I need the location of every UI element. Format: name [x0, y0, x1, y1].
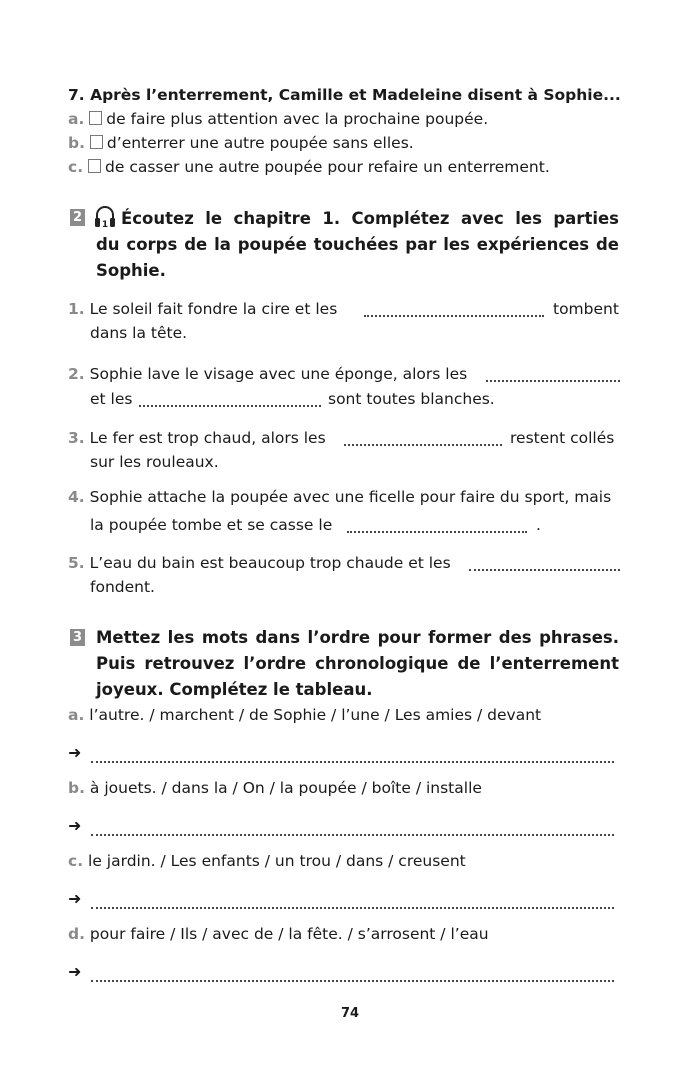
question-7-title	[68, 85, 621, 105]
page-number: 74	[340, 1006, 360, 1021]
exercise-2-item-5-line1	[68, 553, 451, 573]
item-number: 5.	[68, 554, 85, 572]
exercise-3-item-a	[68, 705, 541, 725]
exercise-2-item-4-line1	[68, 487, 611, 507]
option-text: de casser une autre poupée pour refaire un enterrement.	[105, 158, 550, 176]
item-text: Sophie attache la poupée avec une ficelle pour faire du sport, mais	[89, 488, 612, 506]
item-text: sur les rouleaux.	[90, 453, 219, 471]
exercise-2-item-1-line1	[68, 299, 337, 319]
item-text: Le soleil fait fondre la cire et les	[89, 300, 338, 318]
item-text: L’eau du bain est beaucoup trop chaude et les	[89, 554, 451, 572]
item-text: à jouets. / dans la / On / la poupée / boîte / installe	[89, 779, 482, 797]
item-text: dans la tête.	[90, 324, 188, 342]
exercise-3-item-d	[68, 924, 489, 944]
option-letter: a.	[68, 110, 85, 128]
answer-line-d[interactable]	[91, 978, 614, 982]
blank-field[interactable]	[139, 403, 321, 407]
blank-field[interactable]	[469, 567, 620, 571]
checkbox[interactable]	[88, 159, 101, 173]
arrow-right-icon: ➜	[68, 816, 82, 835]
item-number: 1.	[68, 300, 85, 318]
exercise-2-heading-line1: Écoutez le chapitre 1. Complétez avec les parties	[121, 209, 619, 228]
arrow-right-icon: ➜	[68, 743, 82, 762]
exercise-2-heading-line3: Sophie.	[96, 261, 166, 280]
item-text: pour faire / Ils / avec de / la fête. / s’arrosent / l’eau	[89, 925, 489, 943]
item-text: la poupée tombe et se casse le	[90, 516, 333, 534]
option-text: de faire plus attention avec la prochaine poupée.	[106, 110, 489, 128]
blank-field[interactable]	[364, 313, 544, 317]
item-text: Le fer est trop chaud, alors les	[89, 429, 326, 447]
item-text: tombent	[553, 300, 619, 318]
question-7-option-a[interactable]	[68, 109, 488, 129]
item-number: 2.	[68, 365, 85, 383]
item-text: l’autre. / marchent / de Sophie / l’une / Les amies / devant	[89, 706, 542, 724]
headphones-icon[interactable]	[94, 205, 116, 229]
question-7-option-b[interactable]	[68, 133, 414, 153]
exercise-3-item-c	[68, 851, 466, 871]
option-text: d’enterrer une autre poupée sans elles.	[106, 134, 414, 152]
audio-track-number: 1	[101, 220, 109, 229]
item-text: et les	[90, 390, 133, 408]
checkbox[interactable]	[89, 111, 102, 125]
exercise-3-item-b	[68, 778, 482, 798]
item-number: 3.	[68, 429, 85, 447]
item-letter: d.	[68, 925, 85, 943]
option-letter: b.	[68, 134, 85, 152]
blank-field[interactable]	[486, 378, 620, 382]
arrow-right-icon: ➜	[68, 889, 82, 908]
checkbox[interactable]	[90, 135, 103, 149]
option-letter: c.	[68, 158, 84, 176]
answer-line-c[interactable]	[91, 905, 614, 909]
answer-line-b[interactable]	[91, 832, 614, 836]
question-7-text: 7. Après l’enterrement, Camille et Madeleine disent à Sophie...	[68, 86, 621, 104]
item-number: 4.	[68, 488, 85, 506]
exercise-3-heading-line2: Puis retrouvez l’ordre chronologique de l’enterrement	[96, 654, 619, 673]
blank-field[interactable]	[347, 529, 527, 533]
question-7-option-c[interactable]	[68, 157, 550, 177]
exercise-3-heading-line1: Mettez les mots dans l’ordre pour former des phrases.	[96, 628, 619, 647]
item-text: fondent.	[90, 578, 155, 596]
item-text: .	[536, 516, 541, 534]
exercise-2-heading-line2: du corps de la poupée touchées par les expériences de	[96, 235, 619, 254]
blank-field[interactable]	[344, 442, 502, 446]
exercise-2-number: 2	[70, 209, 85, 226]
item-text: restent collés	[510, 429, 615, 447]
item-letter: b.	[68, 779, 85, 797]
arrow-right-icon: ➜	[68, 962, 82, 981]
item-text: Sophie lave le visage avec une éponge, alors les	[89, 365, 468, 383]
item-letter: a.	[68, 706, 85, 724]
exercise-3-heading-line3: joyeux. Complétez le tableau.	[96, 680, 373, 699]
item-text: sont toutes blanches.	[328, 390, 495, 408]
exercise-2-item-3-line1	[68, 428, 326, 448]
item-letter: c.	[68, 852, 84, 870]
answer-line-a[interactable]	[91, 759, 614, 763]
exercise-2-item-2-line1	[68, 364, 467, 384]
exercise-3-number: 3	[70, 629, 85, 646]
item-text: le jardin. / Les enfants / un trou / dans / creusent	[88, 852, 466, 870]
